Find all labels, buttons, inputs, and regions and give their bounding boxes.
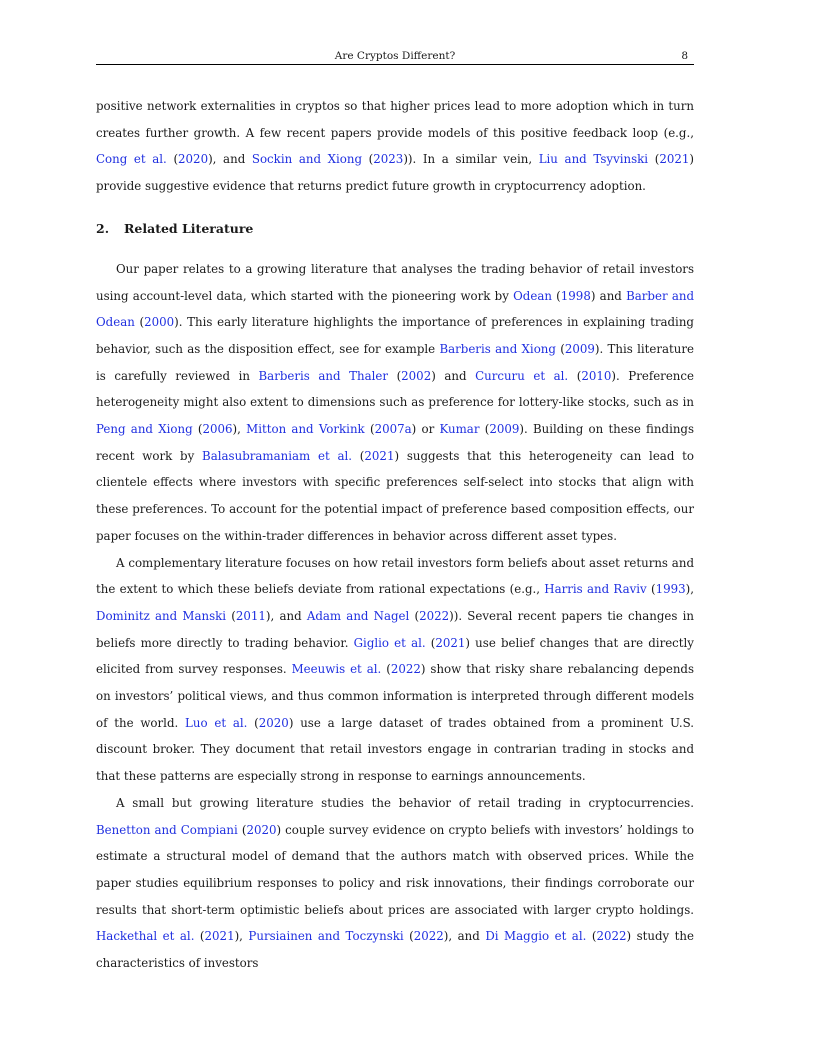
- citation-link[interactable]: 2021: [364, 448, 395, 463]
- section-title: Related Literature: [124, 220, 254, 236]
- text-run: ) suggests that this heterogeneity can lead to clientele effects where investors with specific preferences self-select into stocks that align with these preferences. To account for the potential impact of preference based composition effects, our paper focuses on the within-trader differences in behavior across different asset types.: [96, 448, 694, 543]
- citation-link[interactable]: Cong et al.: [96, 152, 167, 167]
- text-run: (: [555, 341, 565, 356]
- paragraph-crypto-trading: [96, 790, 694, 977]
- text-run: ),: [232, 422, 247, 437]
- citation-link[interactable]: Peng and Xiong: [96, 422, 193, 437]
- text-run: ),: [685, 582, 694, 597]
- citation-link[interactable]: Mitton and Vorkink: [246, 422, 365, 437]
- text-run: ),: [234, 929, 249, 944]
- intro-paragraph: [96, 93, 694, 200]
- text-run: )). In a similar vein,: [403, 152, 539, 167]
- citation-link[interactable]: 2021: [435, 635, 466, 650]
- paragraph-beliefs: [96, 550, 694, 790]
- text-run: A complementary literature focuses on how retail investors form beliefs about asset returns and the extent to which these beliefs deviate from rational expectations (e.g.,: [96, 555, 694, 597]
- text-run: Our paper relates to a growing literature that analyses the trading behavior of retail investors using account-level data, which started with the pioneering work by: [96, 261, 694, 303]
- text-run: (: [364, 422, 375, 437]
- citation-link[interactable]: 2009: [489, 422, 520, 437]
- section-number: 2.: [96, 220, 110, 236]
- citation-link[interactable]: Barberis and Xiong: [439, 341, 556, 356]
- text-run: (: [479, 422, 490, 437]
- text-run: ) use belief changes that are directly elicited from survey responses.: [96, 635, 694, 677]
- citation-link[interactable]: 2002: [401, 368, 432, 383]
- text-run: ) provide suggestive evidence that returns predict future growth in cryptocurrency adoption.: [96, 152, 694, 194]
- text-run: (: [194, 929, 205, 944]
- citation-link[interactable]: 2020: [258, 715, 289, 730]
- citation-link[interactable]: 2009: [564, 341, 595, 356]
- text-run: )). Several recent papers tie changes in beliefs more directly to trading behavior.: [96, 608, 694, 650]
- text-run: (: [192, 422, 203, 437]
- text-run: ), and: [443, 929, 486, 944]
- citation-link[interactable]: Sockin and Xiong: [251, 152, 363, 167]
- citation-link[interactable]: 2020: [246, 822, 277, 837]
- text-run: ) and: [431, 368, 476, 383]
- text-run: (: [247, 715, 259, 730]
- citation-link[interactable]: 2010: [581, 368, 612, 383]
- text-run: ) couple survey evidence on crypto beliefs with investors’ holdings to estimate a structural model of demand that the authors match with observed prices. While the paper studies equilibrium responses to policy and risk innovations, their findings corroborate our results that short-term optimistic beliefs about prices are associated with larger crypto holdings.: [96, 822, 694, 917]
- running-title: Are Cryptos Different?: [334, 50, 456, 62]
- text-run: (: [381, 662, 391, 677]
- citation-link[interactable]: 2021: [659, 152, 690, 167]
- text-run: (: [352, 448, 365, 463]
- text-run: (: [646, 582, 656, 597]
- citation-link[interactable]: 2022: [419, 608, 450, 623]
- citation-link[interactable]: 2007a: [374, 422, 412, 437]
- citation-link[interactable]: Di Maggio et al.: [485, 929, 587, 944]
- text-run: ) show that risky share rebalancing depends on investors’ political views, and thus common information is interpreted through different models of the world.: [96, 662, 695, 730]
- text-run: (: [134, 315, 145, 330]
- text-run: (: [226, 608, 236, 623]
- citation-link[interactable]: Benetton and Compiani: [96, 822, 238, 837]
- citation-link[interactable]: Adam and Nagel: [306, 608, 410, 623]
- citation-link[interactable]: 2022: [413, 929, 444, 944]
- citation-link[interactable]: 2011: [235, 608, 266, 623]
- paragraph-retail-trading: [96, 256, 694, 550]
- text-run: ) or: [411, 422, 440, 437]
- citation-link[interactable]: Hackethal et al.: [96, 929, 195, 944]
- text-run: positive network externalities in cryptos so that higher prices lead to more adoption which in turn creates further growth. A few recent papers provide models of this positive feedback loop (e.g.,: [96, 99, 694, 140]
- text-run: (: [648, 152, 660, 167]
- text-run: ). Preference heterogeneity might also extent to dimensions such as preference for lottery-like stocks, such as in: [96, 368, 694, 410]
- citation-link[interactable]: 2021: [204, 929, 235, 944]
- body-text: [96, 93, 694, 977]
- text-run: (: [362, 152, 374, 167]
- text-run: ) and: [590, 288, 627, 303]
- citation-link[interactable]: Balasubramaniam et al.: [202, 448, 353, 463]
- text-run: (: [586, 929, 597, 944]
- citation-link[interactable]: Kumar: [439, 422, 480, 437]
- text-run: ) study the characteristics of investors: [96, 929, 694, 971]
- citation-link[interactable]: 1998: [560, 288, 591, 303]
- text-run: ), and: [265, 608, 307, 623]
- text-run: (: [166, 152, 179, 167]
- page-number: 8: [681, 50, 688, 62]
- text-run: ). This literature is carefully reviewed in: [96, 341, 695, 383]
- citation-link[interactable]: Barber and Odean: [96, 288, 695, 330]
- citation-link[interactable]: Giglio et al.: [353, 635, 426, 650]
- text-run: (: [237, 822, 247, 837]
- text-run: ). This early literature highlights the importance of preferences in explaining trading behavior, such as the disposition effect, see for example: [96, 315, 694, 356]
- citation-link[interactable]: Harris and Raviv: [544, 582, 647, 597]
- citation-link[interactable]: 2022: [390, 662, 421, 677]
- text-run: (: [551, 288, 561, 303]
- text-run: (: [388, 368, 402, 383]
- citation-link[interactable]: 2006: [202, 422, 233, 437]
- section-heading: [96, 216, 694, 242]
- citation-link[interactable]: Liu and Tsyvinski: [538, 152, 649, 167]
- text-run: (: [409, 608, 420, 623]
- text-run: A small but growing literature studies the behavior of retail trading in cryptocurrencies.: [116, 795, 694, 810]
- text-run: ), and: [208, 152, 252, 167]
- citation-link[interactable]: 2022: [596, 929, 627, 944]
- citation-link[interactable]: Meeuwis et al.: [291, 662, 382, 677]
- citation-link[interactable]: 2023: [373, 152, 404, 167]
- citation-link[interactable]: 1993: [655, 582, 686, 597]
- citation-link[interactable]: Pursiainen and Toczynski: [248, 929, 404, 944]
- text-run: (: [568, 368, 582, 383]
- text-run: (: [425, 635, 436, 650]
- text-run: ). Building on these findings recent work by: [96, 422, 695, 463]
- citation-link[interactable]: Luo et al.: [185, 715, 248, 730]
- citation-link[interactable]: Odean: [513, 288, 552, 303]
- citation-link[interactable]: Barberis and Thaler: [258, 368, 389, 383]
- citation-link[interactable]: 2020: [178, 152, 209, 167]
- citation-link[interactable]: Dominitz and Manski: [96, 608, 227, 623]
- citation-link[interactable]: 2000: [144, 315, 175, 330]
- text-run: (: [403, 929, 414, 944]
- text-run: ) use a large dataset of trades obtained from a prominent U.S. discount broker. They document that retail investors engage in contrarian trading in stocks and that these patterns are especially strong in response to earnings announcements.: [96, 715, 695, 784]
- running-header: [96, 50, 694, 65]
- citation-link[interactable]: Curcuru et al.: [475, 368, 569, 383]
